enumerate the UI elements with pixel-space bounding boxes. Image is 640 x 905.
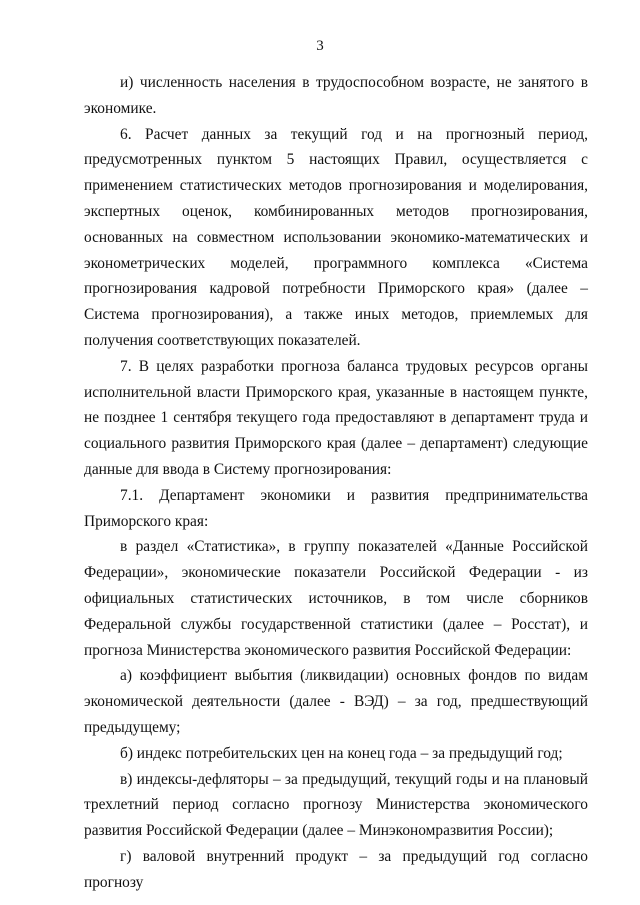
document-body [84,70,588,896]
paragraph-item-g: г) валовой внутренний продукт – за предыдущий год согласно прогнозу [84,847,588,891]
paragraph-7-1: 7.1. Департамент экономики и развития предпринимательства Приморского края: [84,486,588,530]
paragraph-item-b: б) индекс потребительских цен на конец года – за предыдущий год; [120,744,563,762]
paragraph-item-a: а) коэффициент выбытия (ликвидации) основных фондов по видам экономической деятельности (далее - ВЭД) – за год, предшествующий предыдущему; [84,667,588,736]
page-number: 3 [316,38,324,54]
paragraph-7: 7. В целях разработки прогноза баланса трудовых ресурсов органы исполнительной власти Приморского края, указанные в настоящем пункте, не позднее 1 сентября текущего года предоставляют в департамент труда и социального развития Приморского края (далее – департамент) следующие данные для ввода в Систему прогнозирования: [84,357,588,478]
paragraph-i: и) численность населения в трудоспособном возрасте, не занятого в экономике. [84,74,588,117]
paragraph-item-v: в) индексы-дефляторы – за предыдущий, текущий годы и на плановый трехлетний период согласно прогнозу Министерства экономического развития Российской Федерации (далее – Минэкономразвития России); [84,770,588,840]
paragraph-statistics-section: в раздел «Статистика», в группу показателей «Данные Российской Федерации», экономические показатели Российской Федерации - из официальных статистических источников, в том числе сборников Федеральной службы государственной статистики (далее – Росстат), и прогноза Министерства экономического развития Российской Федерации: [84,538,588,659]
paragraph-6: 6. Расчет данных за текущий год и на прогнозный период, предусмотренных пунктом 5 настоящих Правил, осуществляется с применением статистических методов прогнозирования и моделирования, экспертных оценок, комбинированных методов прогнозирования, основанных на совместном использовании экономико-математических и эконометрических моделей, программного комплекса «Система прогнозирования кадровой потребности Приморского края» (далее – Система прогнозирования), а также иных методов, приемлемых для получения соответствующих показателей. [84,125,588,349]
